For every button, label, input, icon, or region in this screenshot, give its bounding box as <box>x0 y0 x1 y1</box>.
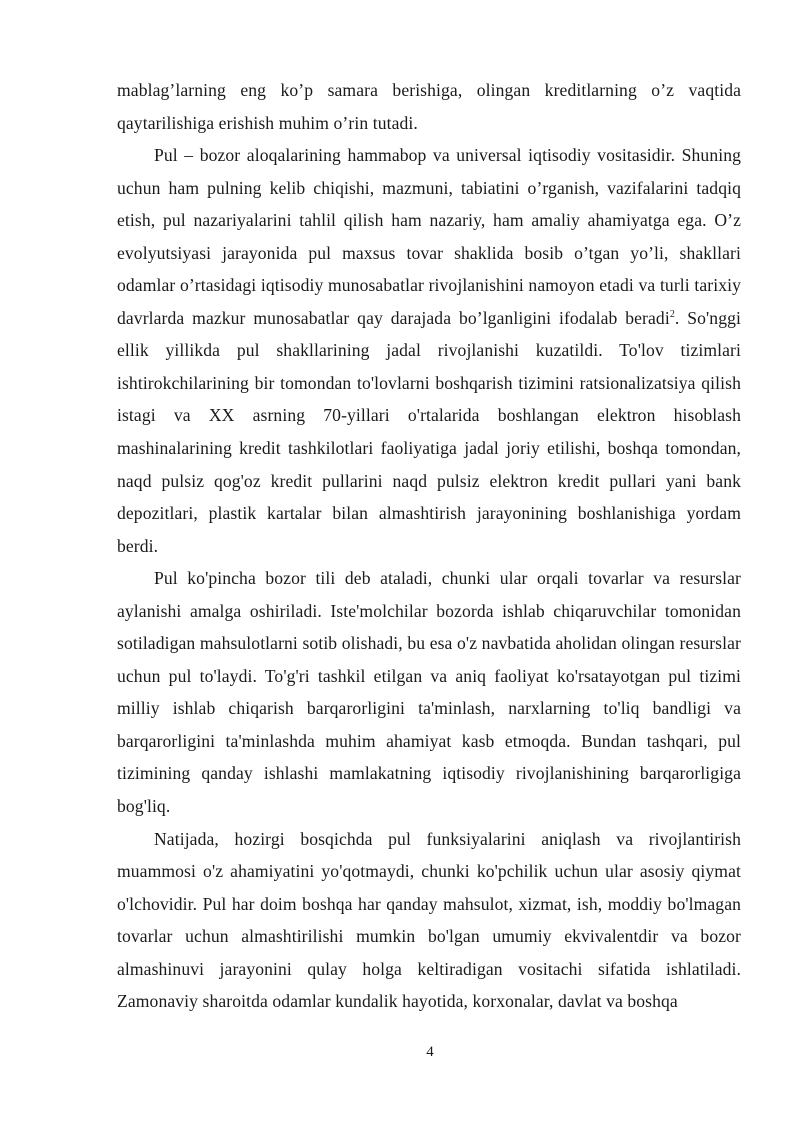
paragraph-1: mablag’larning eng ko’p samara berishiga, olingan kreditlarning o’z vaqtida qaytarilishiga erishish muhim o’rin tutadi. <box>117 80 741 133</box>
document-page <box>117 74 741 1018</box>
paragraph-4: Natijada, hozirgi bosqichda pul funksiyalarini aniqlash va rivojlantirish muammosi o'z ahamiyatini yo'qotmaydi, chunki ko'pchilik uchun ular asosiy qiymat o'lchovidir. Pul har doim boshqa har qanday mahsulot, xizmat, ish, moddiy bo'lmagan tovarlar uchun almashtirilishi mumkin bo'lgan umumiy ekvivalentdir va bozor almashinuvi jarayonini qulay holga keltiradigan vositachi sifatida ishlatiladi. Zamonaviy sharoitda odamlar kundalik hayotida, korxonalar, davlat va boshqa <box>117 828 741 1012</box>
paragraph-3: Pul ko'pincha bozor tili deb ataladi, chunki ular orqali tovarlar va resurslar aylanishi amalga oshiriladi. Iste'molchilar bozorda ishlab chiqaruvchilar tomonidan sotiladigan mahsulotlarni sotib olishadi, bu esa o'z navbatida aholidan olingan resurslar uchun pul to'laydi. To'g'ri tashkil etilgan va aniq faoliyat ko'rsatayotgan pul tizimi milliy ishlab chiqarish barqarorligini ta'minlash, narxlarning to'liq bandligi va barqarorligini ta'minlashda muhim ahamiyat kasb etmoqda. Bundan tashqari, pul tizimining qanday ishlashi mamlakatning iqtisodiy rivojlanishining barqarorligiga bog'liq. <box>117 568 741 817</box>
page-number: 4 <box>426 1044 434 1060</box>
paragraph-2-text: Pul – bozor aloqalarining hammabop va universal iqtisodiy vositasidir. Shuning uchun ham pulning kelib chiqishi, mazmuni, tabiatini o’rganish, vazifalarini tadqiq etish, pul nazariyalarini tahlil qilish ham nazariy, ham amaliy ahamiyatga ega. O’z evolyutsiyasi jarayonida pul maxsus tovar shaklida bosib o’tgan yo’li, shakllari odamlar o’rtasidagi iqtisodiy munosabatlar rivojlanishini namoyon etadi va turli tarixiy davrlarda mazkur munosabatlar qay darajada bo’lganligini ifodalab beradi <box>117 145 741 328</box>
paragraph-2-text-continued: . So'nggi ellik yillikda pul shakllarining jadal rivojlanishi kuzatildi. To'lov tizimlari ishtirokchilarining bir tomondan to'lovlarni boshqarish tizimini ratsionalizatsiya qilish istagi va XX asrning 70-yillari o'rtalarida boshlangan elektron hisoblash mashinalarining kredit tashkilotlari faoliyatiga jadal joriy etilishi, boshqa tomondan, naqd pulsiz qog'oz kredit pullarini naqd pulsiz elektron kredit pullari yani bank depozitlari, plastik kartalar bilan almashtirish jarayonining boshlanishiga yordam berdi. <box>117 307 741 556</box>
footnote-reference[interactable]: 2 <box>669 308 675 320</box>
paragraph-2 <box>117 139 741 562</box>
